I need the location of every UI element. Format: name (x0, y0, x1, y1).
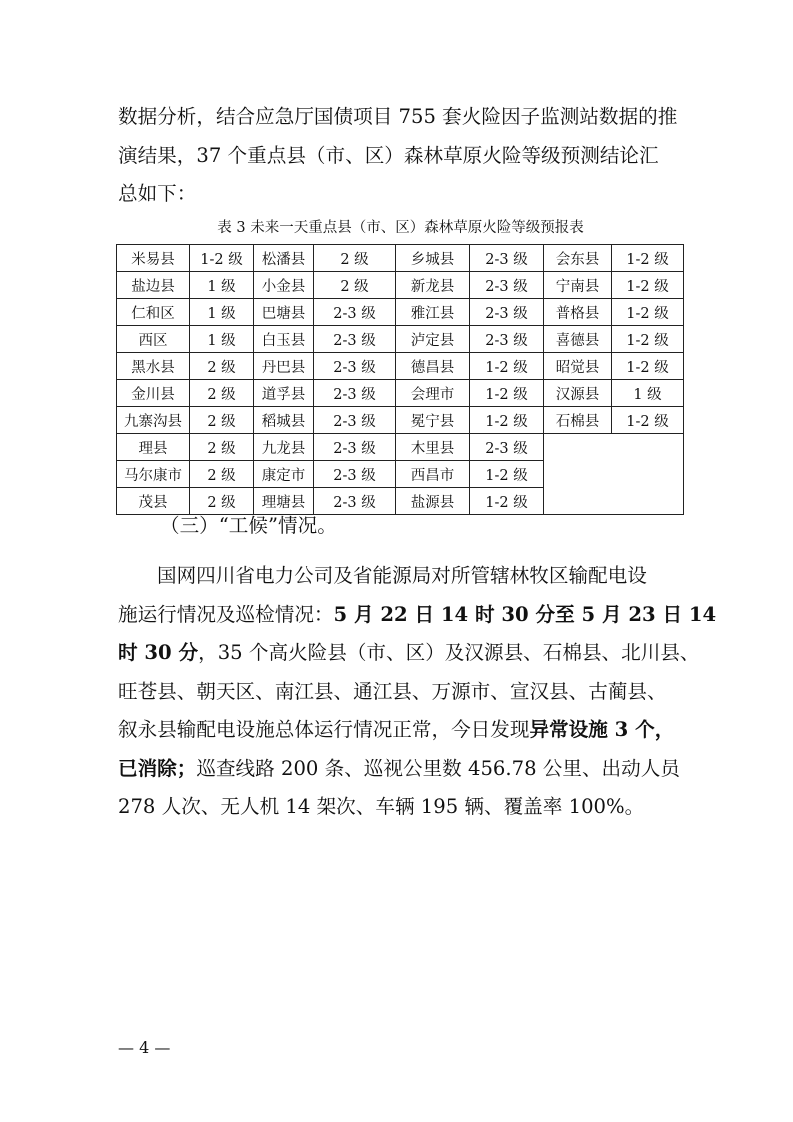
intro-paragraph (118, 98, 683, 214)
risk-level-cell: 2-3 级 (470, 434, 544, 461)
risk-level-cell: 2 级 (314, 272, 396, 299)
risk-level-cell: 1-2 级 (470, 488, 544, 515)
county-cell: 巴塘县 (254, 299, 314, 326)
county-cell: 马尔康市 (117, 461, 190, 488)
risk-level-cell: 2-3 级 (314, 380, 396, 407)
county-cell: 茂县 (117, 488, 190, 515)
risk-level-cell: 2 级 (190, 380, 254, 407)
risk-level-cell: 1 级 (190, 299, 254, 326)
risk-level-cell: 1-2 级 (612, 407, 684, 434)
risk-level-cell: 1-2 级 (612, 353, 684, 380)
body-paragraph (118, 557, 717, 827)
county-cell: 黑水县 (117, 353, 190, 380)
county-cell: 木里县 (396, 434, 470, 461)
risk-level-cell: 2 级 (190, 488, 254, 515)
county-cell: 喜德县 (544, 326, 612, 353)
risk-level-cell: 1-2 级 (190, 245, 254, 272)
table-row (117, 299, 684, 326)
body-bold-text: 异常设施 3 个， (529, 718, 675, 741)
table-row (117, 245, 684, 272)
table-row (117, 434, 684, 461)
body-bold-text: 时 30 分 (118, 641, 199, 664)
risk-level-cell: 1 级 (190, 272, 254, 299)
risk-level-cell: 2 级 (314, 245, 396, 272)
county-cell: 九龙县 (254, 434, 314, 461)
risk-level-cell: 2-3 级 (314, 299, 396, 326)
county-cell: 汉源县 (544, 380, 612, 407)
risk-level-cell: 2-3 级 (470, 245, 544, 272)
county-cell: 道孚县 (254, 380, 314, 407)
county-cell: 昭觉县 (544, 353, 612, 380)
table-row (117, 407, 684, 434)
risk-level-cell: 2 级 (190, 434, 254, 461)
risk-level-cell: 1-2 级 (612, 272, 684, 299)
risk-level-cell: 2-3 级 (470, 299, 544, 326)
risk-level-cell: 1-2 级 (470, 461, 544, 488)
risk-level-cell: 2-3 级 (470, 326, 544, 353)
county-cell: 西昌市 (396, 461, 470, 488)
body-line: 旺苍县、朝天区、南江县、通江县、万源市、宣汉县、古蔺县、 (118, 679, 667, 703)
county-cell: 乡城县 (396, 245, 470, 272)
county-cell: 九寨沟县 (117, 407, 190, 434)
county-cell: 康定市 (254, 461, 314, 488)
risk-level-cell: 1 级 (612, 380, 684, 407)
risk-level-cell: 2-3 级 (314, 488, 396, 515)
risk-level-cell: 2 级 (190, 353, 254, 380)
county-cell: 理塘县 (254, 488, 314, 515)
intro-line: 总如下： (118, 182, 197, 205)
county-cell: 盐源县 (396, 488, 470, 515)
body-text: 巡查线路 200 条、巡视公里数 456.78 公里、出动人员 (196, 756, 680, 780)
body-line (118, 596, 717, 635)
risk-level-cell: 2-3 级 (470, 272, 544, 299)
risk-level-cell: 2-3 级 (314, 434, 396, 461)
risk-level-cell: 1-2 级 (612, 326, 684, 353)
county-cell: 米易县 (117, 245, 190, 272)
risk-level-cell: 1 级 (190, 326, 254, 353)
county-cell: 会理市 (396, 380, 470, 407)
risk-level-cell: 2-3 级 (314, 407, 396, 434)
risk-level-cell: 1-2 级 (612, 299, 684, 326)
empty-cell (544, 434, 684, 515)
body-line: 278 人次、无人机 14 架次、车辆 195 辆、覆盖率 100%。 (118, 795, 645, 818)
county-cell: 理县 (117, 434, 190, 461)
table-row (117, 380, 684, 407)
county-cell: 稻城县 (254, 407, 314, 434)
county-cell: 雅江县 (396, 299, 470, 326)
risk-level-cell: 1-2 级 (470, 353, 544, 380)
risk-level-cell: 2 级 (190, 407, 254, 434)
risk-level-cell: 2-3 级 (314, 326, 396, 353)
body-bold-text: 已消除； (118, 756, 197, 780)
county-cell: 会东县 (544, 245, 612, 272)
county-cell: 盐边县 (117, 272, 190, 299)
county-cell: 丹巴县 (254, 353, 314, 380)
intro-line: 演结果，37 个重点县（市、区）森林草原火险等级预测结论汇 (118, 143, 659, 167)
body-line (118, 750, 683, 789)
county-cell: 新龙县 (396, 272, 470, 299)
county-cell: 泸定县 (396, 326, 470, 353)
risk-level-cell: 1-2 级 (470, 380, 544, 407)
county-cell: 德昌县 (396, 353, 470, 380)
body-bold-text: 5 月 22 日 14 时 30 分至 5 月 23 日 14 (333, 602, 717, 626)
body-line: 国网四川省电力公司及省能源局对所管辖林牧区输配电设 (157, 564, 647, 587)
risk-level-cell: 2-3 级 (314, 461, 396, 488)
body-text: 叙永县输配电设施总体运行情况正常，今日发现 (118, 718, 530, 741)
county-cell: 金川县 (117, 380, 190, 407)
page-number: — 4 — (118, 1038, 171, 1057)
table-row (117, 353, 684, 380)
intro-line: 数据分析，结合应急厅国债项目 755 套火险因子监测站数据的推 (118, 105, 678, 128)
table-row (117, 272, 684, 299)
table-caption: 表 3 未来一天重点县（市、区）森林草原火险等级预报表 (217, 220, 584, 236)
risk-level-cell: 1-2 级 (612, 245, 684, 272)
risk-level-cell: 1-2 级 (470, 407, 544, 434)
county-cell: 小金县 (254, 272, 314, 299)
table-row (117, 326, 684, 353)
county-cell: 宁南县 (544, 272, 612, 299)
county-cell: 冕宁县 (396, 407, 470, 434)
fire-risk-table (116, 244, 684, 515)
risk-level-cell: 2 级 (190, 461, 254, 488)
county-cell: 松潘县 (254, 245, 314, 272)
county-cell: 西区 (117, 326, 190, 353)
county-cell: 普格县 (544, 299, 612, 326)
county-cell: 石棉县 (544, 407, 612, 434)
section-heading: （三）“工候”情况。 (160, 514, 337, 537)
body-text: 施运行情况及巡检情况： (118, 602, 334, 626)
body-line (118, 634, 700, 673)
risk-level-cell: 2-3 级 (314, 353, 396, 380)
county-cell: 仁和区 (117, 299, 190, 326)
body-text: ，35 个高火险县（市、区）及汉源县、石棉县、北川县、 (198, 641, 700, 664)
county-cell: 白玉县 (254, 326, 314, 353)
body-line (118, 711, 683, 750)
